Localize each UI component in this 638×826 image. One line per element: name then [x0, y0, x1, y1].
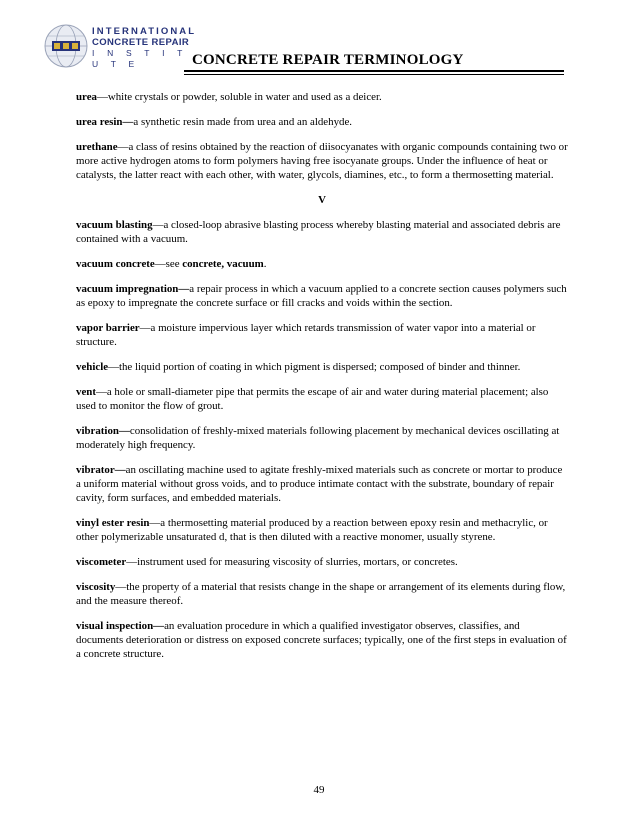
glossary-entry — [76, 516, 568, 544]
logo-line-1: INTERNATIONAL — [92, 26, 197, 37]
entry-term: vehicle — [76, 361, 109, 373]
entry-definition: consolidation of freshly-mixed materials following placement by mechanical devices oscillating at moderately high frequency. — [76, 425, 560, 451]
entry-term: visual inspection— — [76, 620, 165, 632]
entry-definition: —a thermosetting material produced by a reaction between epoxy resin and methacrylic, or other polymerizable unsaturated d, that is then diluted with a reactive monomer, usually styrene. — [76, 517, 548, 543]
glossary-entry — [76, 385, 568, 413]
glossary-entry — [76, 619, 568, 661]
glossary-entry — [76, 424, 568, 452]
entry-term: vent — [76, 386, 96, 398]
entry-term: viscometer — [76, 556, 127, 568]
entry-definition: —the property of a material that resists change in the shape or arrangement of its elements during flow, and the measure thereof. — [76, 581, 566, 607]
entry-definition: —a closed-loop abrasive blasting process whereby blasting material and associated debris are contained with a vacuum. — [76, 219, 561, 245]
entry-definition: —the liquid portion of coating in which pigment is dispersed; composed of binder and thinner. — [108, 361, 521, 373]
entry-definition: an oscillating machine used to agitate freshly-mixed materials such as concrete or mortar to produce a uniform material without gross voids, and to produce intimate contact with the substrate, boundary of repair cavity, form surfaces, and embedded materials. — [76, 464, 563, 504]
glossary-body — [76, 90, 568, 672]
entry-term: vapor barrier — [76, 322, 140, 334]
logo-wordmark — [92, 26, 196, 70]
page-number: 49 — [313, 784, 325, 796]
logo-line-2: CONCRETE REPAIR — [92, 37, 190, 48]
entry-term: urethane — [76, 141, 118, 153]
entry-term: vinyl ester resin — [76, 517, 150, 529]
glossary-entry — [76, 580, 568, 608]
glossary-entry — [76, 140, 568, 182]
entry-definition: —a hole or small-diameter pipe that permits the escape of air and water during material placement; also used to monitor the flow of grout. — [76, 386, 549, 412]
logo-line-3: I N S T I T U T E — [92, 48, 188, 69]
entry-term: urea resin— — [76, 116, 134, 128]
glossary-entry — [76, 218, 568, 246]
entry-definition: a synthetic resin made from urea and an aldehyde. — [133, 116, 353, 128]
glossary-entry — [76, 360, 568, 374]
entry-definition: —instrument used for measuring viscosity of slurries, mortars, or concretes. — [126, 556, 458, 568]
entry-term: viscosity — [76, 581, 116, 593]
header-rule-thick — [184, 70, 564, 72]
entry-definition: —a class of resins obtained by the reaction of diisocyanates with organic compounds containing two or more active hydrogen atoms to form polymers having free isocyanate groups. Under the influence of heat or catalysts, the latter react with each other, with water, glycols, diamines, etc., to form a thermosetting material. — [76, 141, 568, 181]
entry-term: vacuum concrete — [76, 258, 155, 270]
entry-term: vacuum impregnation— — [76, 283, 190, 295]
cross-reference: concrete, vacuum — [182, 258, 264, 270]
entry-punctuation: . — [263, 258, 267, 270]
glossary-entry — [76, 282, 568, 310]
entry-definition: an evaluation procedure in which a qualified investigator observes, classifies, and documents deterioration or distress on exposed concrete surfaces; typically, one of the first steps in evaluation of a concrete structure. — [76, 620, 567, 660]
header-rule-thin — [184, 74, 564, 75]
entry-definition: —see — [154, 258, 183, 270]
entry-definition: a repair process in which a vacuum applied to a concrete section causes polymers such as epoxy to impregnate the concrete surface or fill cracks and voids within the section. — [76, 283, 567, 309]
entry-term: urea — [76, 91, 97, 103]
entry-definition: —white crystals or powder, soluble in water and used as a deicer. — [96, 91, 382, 103]
glossary-entry — [76, 257, 568, 271]
glossary-entry — [76, 321, 568, 349]
glossary-entry — [76, 555, 568, 569]
entry-term: vacuum blasting — [76, 219, 153, 231]
page-title: CONCRETE REPAIR TERMINOLOGY — [192, 52, 464, 68]
glossary-entry — [76, 463, 568, 505]
entry-definition: —a moisture impervious layer which retards transmission of water vapor into a material or structure. — [76, 322, 536, 348]
icri-logo — [44, 22, 197, 70]
glossary-entry — [76, 115, 568, 129]
glossary-entry — [76, 90, 568, 104]
section-heading: V — [318, 194, 326, 206]
entry-term: vibrator— — [76, 464, 126, 476]
entry-term: vibration— — [76, 425, 130, 437]
globe-icon — [44, 24, 88, 68]
